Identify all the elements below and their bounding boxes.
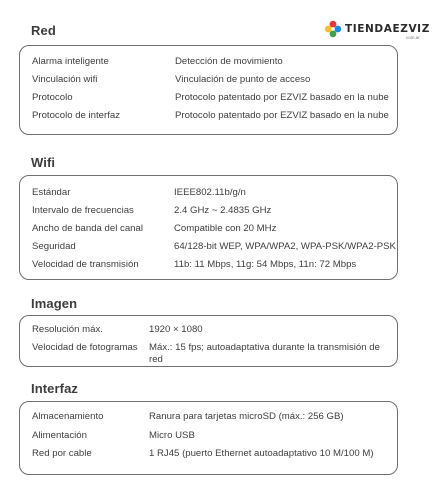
- spec-box-wifi: [19, 175, 398, 280]
- section-title-imagen: Imagen: [31, 296, 78, 311]
- spec-value: Protocolo patentado por EZVIZ basado en la nube: [175, 110, 389, 121]
- spec-label: Protocolo de interfaz: [32, 110, 120, 121]
- spec-value: 2.4 GHz ~ 2.4835 GHz: [174, 205, 272, 216]
- section-title-wifi: Wifi: [31, 155, 56, 170]
- section-title-interfaz: Interfaz: [31, 381, 79, 396]
- spec-value: Detección de movimiento: [175, 56, 283, 67]
- spec-label: Alimentación: [32, 430, 87, 441]
- spec-label: Red por cable: [32, 448, 92, 459]
- spec-value: IEEE802.11b/g/n: [174, 187, 246, 198]
- spec-value: 64/128-bit WEP, WPA/WPA2, WPA-PSK/WPA2-PSK: [174, 241, 396, 252]
- spec-label: Alarma inteligente: [32, 56, 109, 67]
- spec-value: Ranura para tarjetas microSD (máx.: 256 GB): [149, 411, 344, 422]
- ezviz-logo-icon: [324, 20, 342, 38]
- spec-box-imagen: [19, 315, 398, 367]
- spec-value: Máx.: 15 fps; autoadaptativa durante la transmisión de red: [149, 342, 380, 365]
- spec-label: Vinculación wifi: [32, 74, 98, 85]
- section-title-red: Red: [31, 23, 56, 38]
- logo-subtext: com.ar: [406, 35, 420, 40]
- spec-label: Estándar: [32, 187, 71, 198]
- spec-label: Resolución máx.: [32, 324, 103, 335]
- spec-label: Ancho de banda del canal: [32, 223, 143, 234]
- spec-label: Protocolo: [32, 92, 73, 103]
- spec-value: Vinculación de punto de acceso: [175, 74, 311, 85]
- spec-label: Velocidad de fotogramas: [32, 342, 138, 353]
- tiendaezviz-logo: [324, 20, 430, 44]
- spec-value: Compatible con 20 MHz: [174, 223, 277, 234]
- spec-box-interfaz: [19, 401, 398, 475]
- spec-value: 1 RJ45 (puerto Ethernet autoadaptativo 10 M/100 M): [149, 448, 374, 459]
- spec-label: Almacenamiento: [32, 411, 104, 422]
- spec-label: Intervalo de frecuencias: [32, 205, 134, 216]
- spec-value: Micro USB: [149, 430, 195, 441]
- spec-value: 1920 × 1080: [149, 324, 203, 335]
- spec-value: 11b: 11 Mbps, 11g: 54 Mbps, 11n: 72 Mbps: [174, 259, 357, 270]
- spec-value: Protocolo patentado por EZVIZ basado en la nube: [175, 92, 389, 103]
- spec-label: Velocidad de transmisión: [32, 259, 139, 270]
- spec-label: Seguridad: [32, 241, 76, 252]
- logo-text: TIENDAEZVIZ: [345, 23, 430, 35]
- spec-box-red: [19, 45, 398, 135]
